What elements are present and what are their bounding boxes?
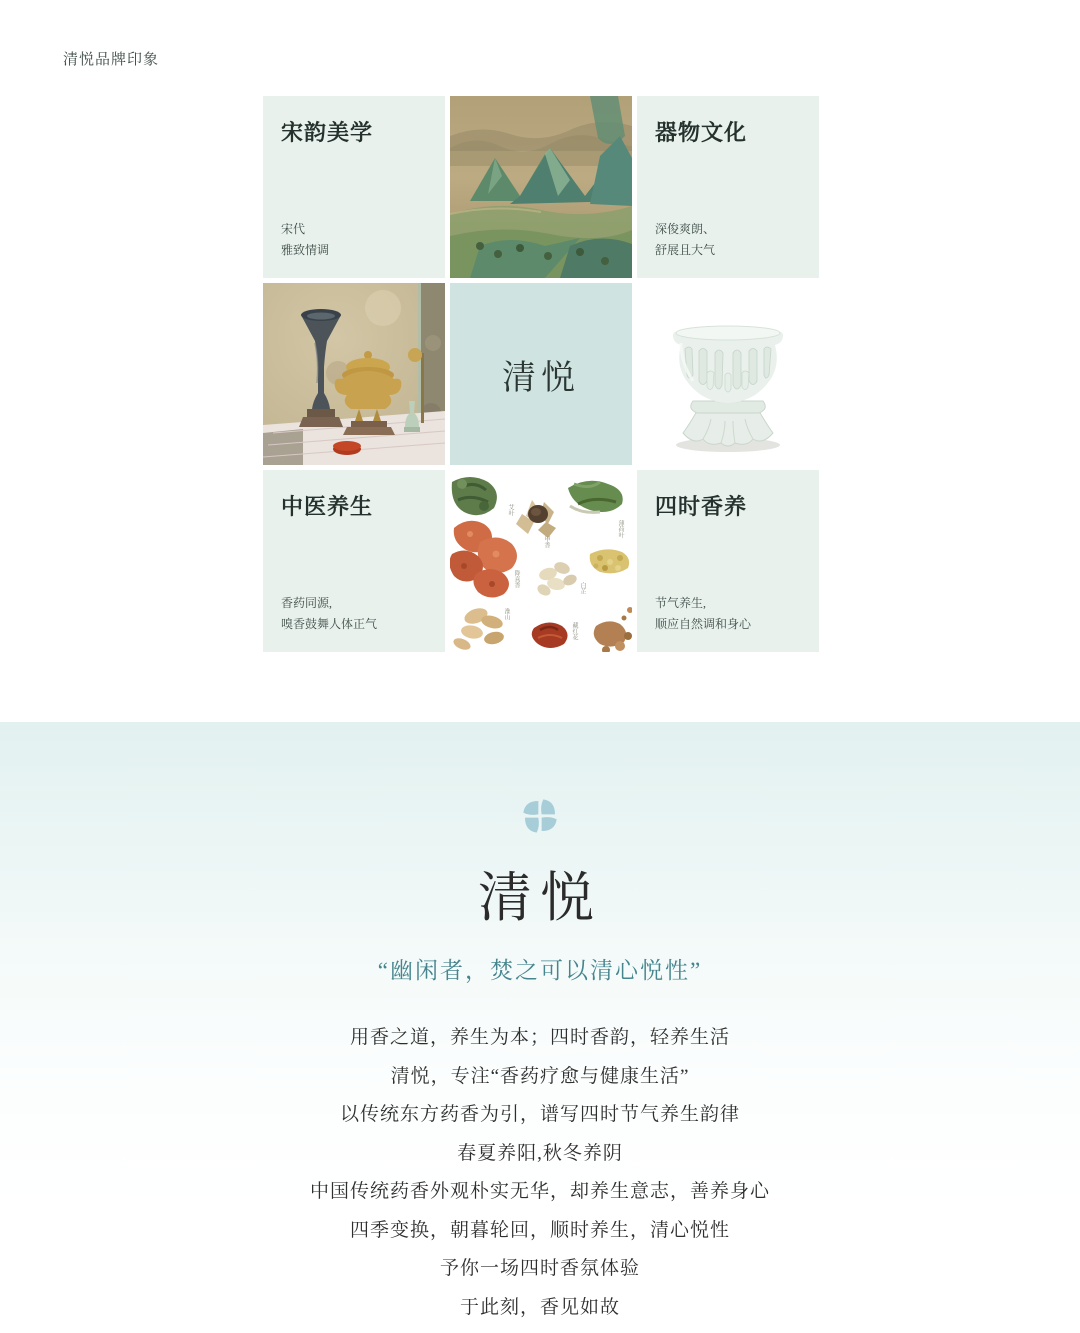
brand-name-large: 清悦 [478, 868, 602, 928]
celadon-cup-graphic [637, 283, 819, 465]
card-song-aesthetics [263, 96, 445, 278]
card-artifact-culture [637, 96, 819, 278]
incense-still-life-image [263, 283, 445, 465]
herb-label: 淮山 [503, 608, 509, 620]
landscape-painting-image [450, 96, 632, 278]
landscape-painting-graphic [450, 96, 632, 278]
herb-label: 甲香 [543, 536, 549, 548]
body-line: 中国传统药香外观朴实无华，却养生意志，善养身心 [309, 1181, 770, 1202]
card-subtitle: 深俊爽朗、 舒展且大气 [655, 222, 716, 257]
brand-body-text [0, 1019, 1080, 1327]
card-subtitle: 节气养生, 顺应自然调和身心 [655, 596, 752, 631]
card-title: 器物文化 [655, 120, 748, 145]
incense-still-life-graphic [263, 283, 445, 465]
herb-label: 降真香 [513, 570, 519, 588]
body-line: 四季变换，朝暮轮回，顺时养生，清心悦性 [349, 1219, 730, 1241]
herbs-graphic [450, 470, 632, 652]
herb-label: 白芷 [579, 582, 585, 594]
page-title: 清悦品牌印象 [63, 52, 160, 68]
card-brand-logo [450, 283, 632, 465]
body-line: 以传统东方药香为引，谱写四时节气养生韵律 [339, 1104, 740, 1125]
herb-label: 艾叶 [507, 504, 513, 516]
herb-label: 薄荷叶 [617, 520, 623, 538]
brand-impression-grid [263, 96, 819, 652]
body-line: 春夏养阳,秋冬养阴 [457, 1142, 623, 1164]
body-line: 予你一场四时香氛体验 [439, 1258, 640, 1279]
card-subtitle: 宋代 雅致情调 [281, 222, 330, 257]
brand-logo-icon [520, 796, 560, 836]
herbs-image [450, 470, 632, 652]
brand-quote: “幽闲者，焚之可以清心悦性” [377, 958, 703, 983]
brand-intro-section [0, 722, 1080, 1333]
card-title: 中医养生 [281, 494, 374, 519]
body-line: 清悦，专注“香药疗愈与健康生活” [390, 1065, 690, 1087]
card-seasonal-incense [637, 470, 819, 652]
card-title: 宋韵美学 [281, 120, 374, 145]
brand-name-small: 清悦 [502, 358, 580, 397]
body-line: 于此刻，香见如故 [459, 1296, 620, 1318]
card-title: 四时香养 [655, 494, 748, 519]
celadon-cup-image [637, 283, 819, 465]
card-subtitle: 香药同源, 嗅香鼓舞人体正气 [281, 596, 378, 631]
card-tcm-wellness [263, 470, 445, 652]
herb-label: 藏红花 [571, 622, 577, 640]
body-line: 用香之道，养生为本；四时香韵，轻养生活 [349, 1027, 730, 1048]
